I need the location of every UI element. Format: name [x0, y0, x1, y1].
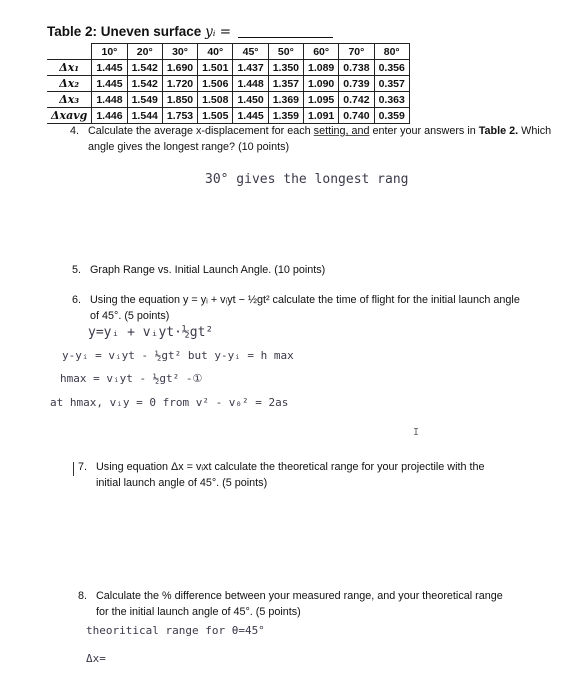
q6-work-line: at hmax, vᵢy = 0 from v² - v₀² = 2as	[50, 396, 289, 409]
table-cell: 1.690	[162, 60, 197, 76]
question-6	[72, 292, 567, 324]
table-header-row	[47, 44, 409, 60]
row-label: Δx₃	[47, 92, 92, 108]
table-cell: 1.505	[198, 108, 233, 124]
q4-table-ref: Table 2.	[478, 125, 519, 137]
table-cell: 0.363	[374, 92, 409, 108]
table-cell: 0.740	[339, 108, 374, 124]
table-cell: 1.501	[198, 60, 233, 76]
table-cell: 0.356	[374, 60, 409, 76]
table-cell: 1.506	[198, 76, 233, 92]
table-cell: 1.448	[233, 76, 268, 92]
question-8-line2: for the initial launch angle of 45°. (5 points)	[96, 606, 301, 618]
header-cell: 70°	[339, 44, 374, 60]
header-cell: 40°	[198, 44, 233, 60]
table-cell: 1.450	[233, 92, 268, 108]
header-cell: 20°	[127, 44, 162, 60]
question-number: 6.	[72, 294, 82, 306]
table-cell: 1.090	[304, 76, 339, 92]
q6-work-line: y=yᵢ + vᵢyt·½gt²	[88, 325, 214, 340]
question-7-text: Using equation Δx = vᵢxt calculate the theoretical range for your projectile with the	[96, 461, 485, 473]
question-4-line1	[70, 123, 560, 139]
question-number: 7.	[78, 461, 88, 473]
question-7-line2: initial launch angle of 45°. (5 points)	[96, 477, 268, 489]
question-4	[70, 123, 560, 155]
table-cell: 1.544	[127, 108, 162, 124]
q4-text-a: Calculate the average x-displacement for each	[88, 125, 314, 137]
question-7	[78, 459, 558, 491]
question-6-text: Using the equation y = yᵢ + vᵢyt − ½gt² calculate the time of flight for the initial launch angle	[90, 294, 520, 306]
question-5-text: Graph Range vs. Initial Launch Angle. (10 points)	[90, 264, 326, 276]
q4-text-b: enter your answers in	[369, 125, 479, 137]
row-label: Δx₁	[47, 60, 92, 76]
title-blank-line	[238, 26, 333, 38]
question-4-line2: angle gives the longest range? (10 points)	[88, 141, 290, 153]
table-cell: 1.448	[92, 92, 127, 108]
question-7-line1	[78, 459, 558, 475]
table-cell: 1.445	[92, 76, 127, 92]
question-number: 5.	[72, 264, 82, 276]
header-cell: 30°	[162, 44, 197, 60]
table-cell: 1.359	[268, 108, 303, 124]
table-row	[47, 92, 409, 108]
table-cell: 0.359	[374, 108, 409, 124]
table-cell: 1.445	[92, 60, 127, 76]
question-number: 4.	[70, 125, 80, 137]
table-cell: 0.742	[339, 92, 374, 108]
question-6-line1	[72, 292, 567, 308]
table-row	[47, 108, 409, 124]
table-cell: 1.720	[162, 76, 197, 92]
table-cell: 1.091	[304, 108, 339, 124]
q4-text-c: Which	[518, 125, 552, 137]
q8-work-line: theoritical range for θ=45°	[86, 624, 265, 637]
question-8-text: Calculate the % difference between your measured range, and your theoretical range	[96, 590, 503, 602]
question-6-line2: of 45°. (5 points)	[90, 310, 170, 322]
table-cell: 1.508	[198, 92, 233, 108]
q4-underlined-text: setting, and	[313, 125, 370, 137]
table-title-variable: yᵢ =	[205, 24, 232, 40]
row-label: Δx₂	[47, 76, 92, 92]
text-cursor	[73, 462, 74, 476]
table-cell: 0.738	[339, 60, 374, 76]
table-cell: 1.753	[162, 108, 197, 124]
table-row	[47, 60, 409, 76]
table-cell: 1.095	[304, 92, 339, 108]
row-label: Δxavg	[47, 108, 92, 124]
table-cell: 1.089	[304, 60, 339, 76]
table-cell: 0.357	[374, 76, 409, 92]
header-cell: 10°	[92, 44, 127, 60]
q6-work-line: y-yᵢ = vᵢyt - ½gt² but y-yᵢ = h max	[62, 349, 294, 362]
header-cell: 45°	[233, 44, 268, 60]
table-cell: 1.445	[233, 108, 268, 124]
table-title-text: Table 2: Uneven surface	[47, 24, 202, 39]
table-cell: 1.446	[92, 108, 127, 124]
question-8	[78, 588, 563, 620]
question-5	[72, 262, 325, 278]
uneven-surface-table	[47, 43, 410, 124]
table-title	[47, 24, 333, 40]
table-cell: 1.542	[127, 76, 162, 92]
table-cell: 1.437	[233, 60, 268, 76]
header-cell: 60°	[304, 44, 339, 60]
ibeam-cursor-icon: I	[413, 427, 420, 438]
header-cell: 80°	[374, 44, 409, 60]
header-cell: 50°	[268, 44, 303, 60]
q4-handwritten-answer: 30° gives the longest rang	[205, 172, 409, 187]
question-number: 8.	[78, 590, 88, 602]
header-cell	[47, 44, 92, 60]
question-8-line1	[78, 588, 563, 604]
table-cell: 1.850	[162, 92, 197, 108]
table-cell: 0.739	[339, 76, 374, 92]
table-cell: 1.350	[268, 60, 303, 76]
table-cell: 1.369	[268, 92, 303, 108]
q6-work-line: hmax = vᵢyt - ½gt² -①	[60, 372, 203, 385]
table-cell: 1.542	[127, 60, 162, 76]
table-cell: 1.549	[127, 92, 162, 108]
q8-work-line: Δx=	[86, 652, 106, 665]
table-cell: 1.357	[268, 76, 303, 92]
table-row	[47, 76, 409, 92]
